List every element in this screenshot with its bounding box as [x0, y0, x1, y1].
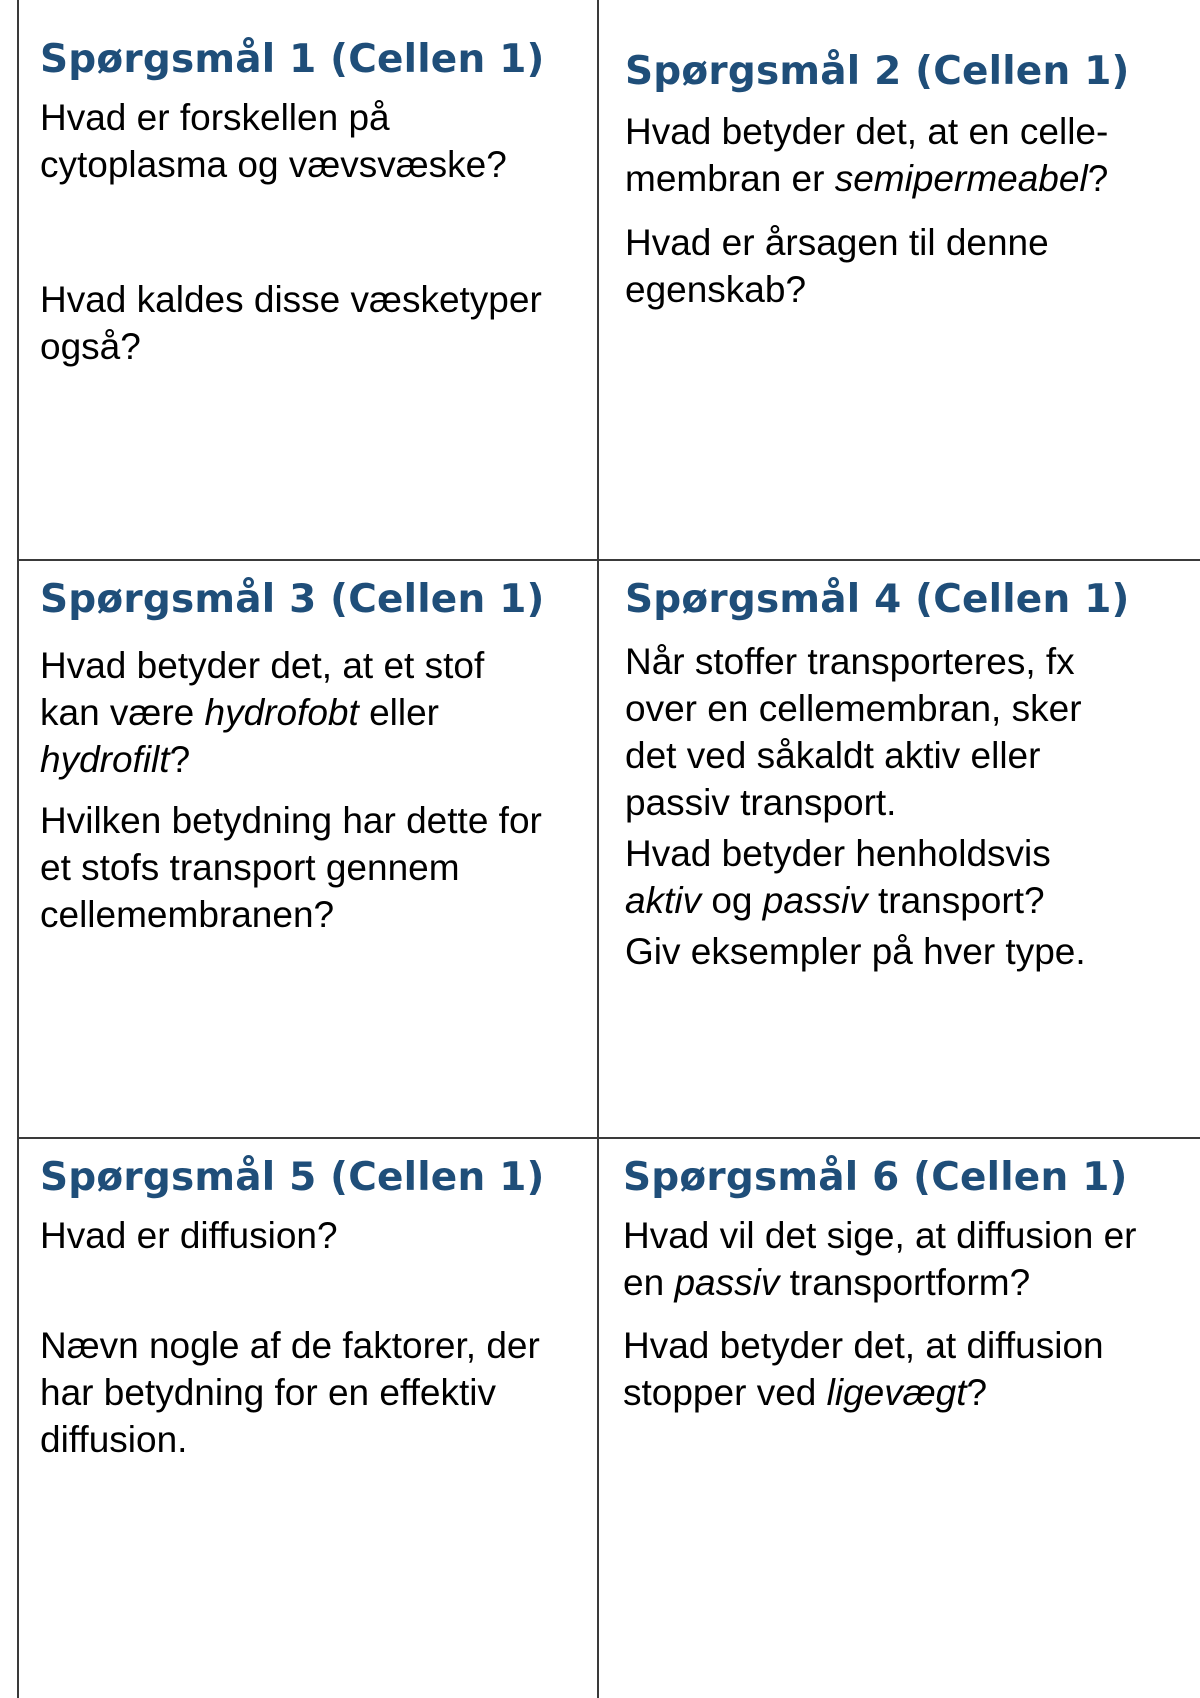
question-card-1	[40, 36, 595, 556]
question-text: Giv eksempler på hver type.	[625, 931, 1086, 972]
question-text: Når stoffer transporteres, fx over en cellemembran, sker det ved såkaldt aktiv eller passiv transport.	[625, 641, 1082, 823]
emphasis-term: aktiv	[625, 880, 702, 921]
card-title: Spørgsmål 3 (Cellen 1)	[40, 577, 545, 622]
emphasis-term: ligevægt	[826, 1372, 967, 1413]
card-title: Spørgsmål 1 (Cellen 1)	[40, 37, 545, 82]
question-text: Hvad betyder det, at et stof kan være hydrofobt eller hydrofilt?	[40, 645, 485, 780]
emphasis-term: semipermeabel	[834, 158, 1088, 199]
question-text: Hvad er forskellen på cytoplasma og vævsvæske?	[40, 97, 507, 185]
question-text: Hvad kaldes disse væsketyper også?	[40, 279, 542, 367]
card-title: Spørgsmål 6 (Cellen 1)	[623, 1155, 1128, 1200]
question-card-3	[40, 576, 595, 1134]
emphasis-term: passiv	[674, 1262, 780, 1303]
question-card-4	[625, 576, 1200, 1134]
emphasis-term: hydrofilt	[40, 739, 170, 780]
question-card-2	[625, 48, 1200, 556]
question-text: Hvad er diffusion?	[40, 1215, 338, 1256]
question-text: Nævn nogle af de faktorer, der har betydning for en effektiv diffusion.	[40, 1325, 540, 1460]
question-card-5	[40, 1154, 595, 1698]
grid-line-row-2	[17, 1137, 1200, 1139]
grid-line-row-1	[17, 559, 1200, 561]
emphasis-term: passiv	[762, 880, 868, 921]
question-card-6	[623, 1154, 1200, 1698]
card-title: Spørgsmål 5 (Cellen 1)	[40, 1155, 545, 1200]
question-text: Hvad vil det sige, at diffusion er en passiv transportform?	[623, 1215, 1137, 1303]
emphasis-term: hydrofobt	[204, 692, 359, 733]
question-text: Hvad betyder det, at diffusion stopper ved ligevægt?	[623, 1325, 1104, 1413]
question-text: Hvad betyder det, at en celle- membran er semipermeabel?	[625, 111, 1109, 199]
question-text: Hvilken betydning har dette for et stofs transport gennem cellemembranen?	[40, 800, 542, 935]
grid-line-middle	[597, 0, 599, 1698]
grid-line-left	[17, 0, 19, 1698]
card-title: Spørgsmål 4 (Cellen 1)	[625, 577, 1130, 622]
question-text: Hvad er årsagen til denne egenskab?	[625, 222, 1049, 310]
card-title: Spørgsmål 2 (Cellen 1)	[625, 49, 1130, 94]
question-text: Hvad betyder henholdsvis aktiv og passiv transport?	[625, 833, 1051, 921]
